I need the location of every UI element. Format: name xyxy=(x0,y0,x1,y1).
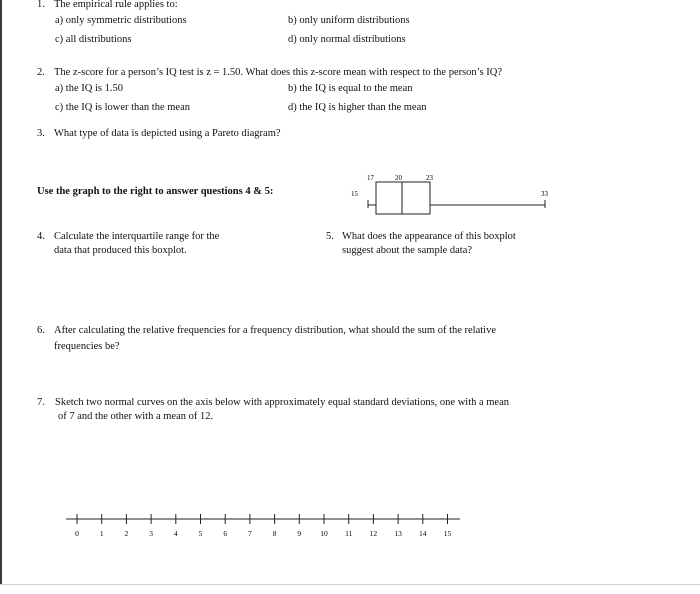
number-line-label: 1 xyxy=(99,529,104,538)
number-line-label: 5 xyxy=(198,529,203,538)
q1-stem: The empirical rule applies to: xyxy=(54,0,178,10)
number-line-label: 15 xyxy=(443,529,452,538)
q5-line2: suggest about the sample data? xyxy=(342,245,473,256)
boxplot-label-q3: 23 xyxy=(426,174,433,182)
q1-option-d: d) only normal distributions xyxy=(288,34,406,45)
q4-number: 4. xyxy=(37,231,45,242)
q6-number: 6. xyxy=(37,325,45,336)
q2-option-c: c) the IQ is lower than the mean xyxy=(55,102,190,113)
number-line-label: 11 xyxy=(345,529,353,538)
number-line-label: 14 xyxy=(419,529,427,538)
number-line-label: 2 xyxy=(124,529,129,538)
number-line-label: 7 xyxy=(248,529,252,538)
number-line-label: 10 xyxy=(320,529,328,538)
number-line-label: 6 xyxy=(223,529,228,538)
q7-line2: of 7 and the other with a mean of 12. xyxy=(58,411,214,422)
q4-line2: data that produced this boxplot. xyxy=(54,245,187,256)
page-left-border xyxy=(0,0,2,584)
q3-number: 3. xyxy=(37,128,45,139)
page-bottom-divider xyxy=(0,584,700,585)
q2-option-b: b) the IQ is equal to the mean xyxy=(288,83,413,94)
q2-option-a: a) the IQ is 1.50 xyxy=(55,83,123,94)
number-line-label: 13 xyxy=(394,529,402,538)
number-line-label: 3 xyxy=(149,529,153,538)
boxplot-label-q1: 17 xyxy=(367,174,374,182)
number-line-label: 9 xyxy=(297,529,302,538)
number-line-label: 0 xyxy=(75,529,79,538)
q7-line1: Sketch two normal curves on the axis below with approximately equal standard deviations, one with a mean xyxy=(55,397,510,408)
q1-option-a: a) only symmetric distributions xyxy=(55,15,187,26)
q6-line1: After calculating the relative frequencies for a frequency distribution, what should the sum of the relative xyxy=(54,325,497,336)
boxplot-box xyxy=(376,182,430,214)
q1-option-b: b) only uniform distributions xyxy=(288,15,410,26)
boxplot-label-median: 20 xyxy=(395,174,402,182)
q7-number: 7. xyxy=(37,397,45,408)
q1-number: 1. xyxy=(37,0,45,10)
q3-stem: What type of data is depicted using a Pareto diagram? xyxy=(54,128,281,139)
boxplot xyxy=(340,168,570,220)
q2-number: 2. xyxy=(37,67,45,78)
q2-stem: The z-score for a person’s IQ test is z = 1.50. What does this z-score mean with respect to the person’s IQ? xyxy=(54,67,503,78)
q1-option-c: c) all distributions xyxy=(55,34,132,45)
q5-number: 5. xyxy=(326,231,334,242)
graph-instruction: Use the graph to the right to answer questions 4 & 5: xyxy=(37,186,274,197)
q5-line1: What does the appearance of this boxplot xyxy=(342,231,516,242)
number-line-label: 12 xyxy=(369,529,378,538)
q4-line1: Calculate the interquartile range for the xyxy=(54,231,220,242)
number-line-label: 8 xyxy=(272,529,277,538)
number-line-label: 4 xyxy=(173,529,178,538)
q6-line2: frequencies be? xyxy=(54,341,120,352)
number-line xyxy=(60,510,480,544)
boxplot-label-max: 33 xyxy=(541,190,548,198)
boxplot-label-min: 15 xyxy=(351,190,358,198)
q2-option-d: d) the IQ is higher than the mean xyxy=(288,102,427,113)
